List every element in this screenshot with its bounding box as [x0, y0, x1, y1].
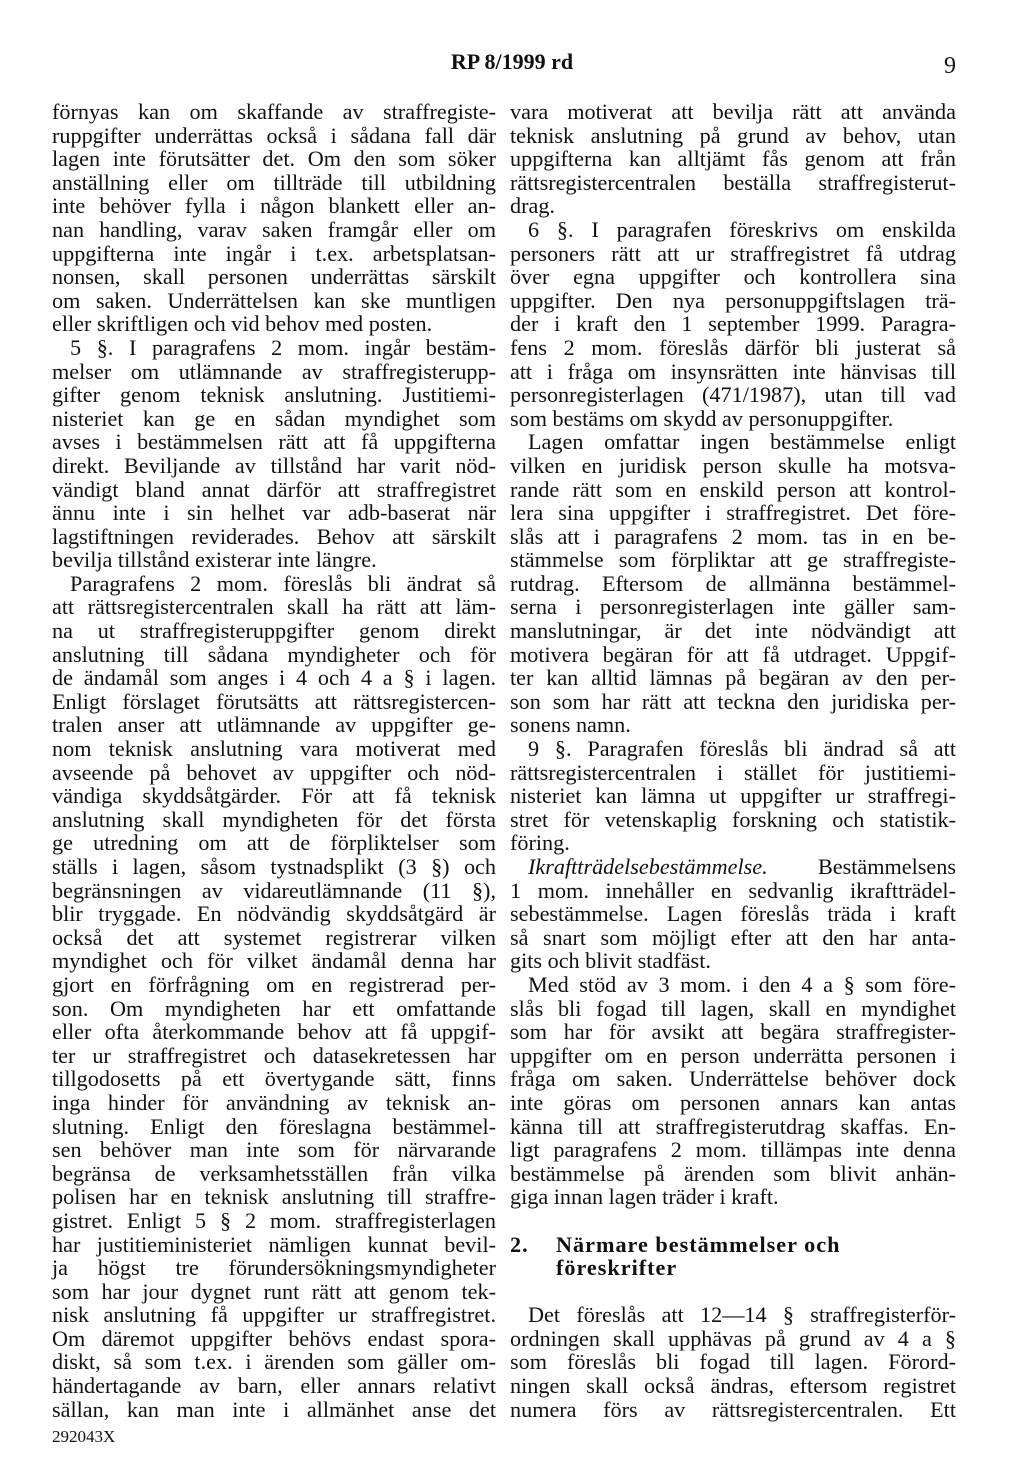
- text-line: nom teknisk anslutning vara motiverat med: [52, 736, 496, 762]
- text-line: stret för vetenskaplig forskning och statistik-: [510, 806, 956, 832]
- text-line: fråga om saken. Underrättelse behöver dock: [510, 1066, 956, 1092]
- text-line: känna till att straffregisterutdrag skaffas. En-: [510, 1113, 956, 1139]
- text-line: också det att systemet registrerar vilken: [52, 924, 496, 950]
- text-line: slås att i paragrafens 2 mom. tas in en be-: [510, 523, 956, 549]
- text-line: manslutningar, är det inte nödvändigt att: [510, 618, 956, 644]
- text-line: Paragrafens 2 mom. föreslås bli ändrat så: [70, 570, 496, 596]
- text-line: har justitieministeriet nämligen kunnat bevil-: [52, 1231, 496, 1257]
- text-line: vilken en juridisk person skulle ha motsva-: [510, 452, 956, 478]
- text-line: ja högst tre förundersökningsmyndigheter: [52, 1255, 496, 1281]
- section-heading-line1: Närmare bestämmelser och: [556, 1231, 841, 1257]
- text-line: anställning eller om tillträde till utbildning: [52, 169, 496, 195]
- text-line: ter kan alltid lämnas på begäran av den per-: [510, 665, 956, 691]
- text-line: slutning. Enligt den föreslagna bestämmel-: [52, 1113, 496, 1139]
- page-header-title: RP 8/1999 rd: [450, 49, 574, 74]
- text-line: [510, 855, 956, 879]
- text-line: avses i bestämmelsen rätt att få uppgifterna: [52, 429, 496, 455]
- text-line: drag.: [510, 193, 555, 219]
- text-line: uppgifter. Den nya personuppgiftslagen trä-: [510, 287, 956, 313]
- text-line: Det föreslås att 12—14 § straffregisterför-: [528, 1302, 956, 1328]
- text-line: 1 mom. innehåller en sedvanlig ikraftträdel-: [510, 877, 956, 903]
- text-line: direkt. Beviljande av tillstånd har varit nöd-: [52, 452, 496, 478]
- text-line: gjort en förfrågning om en registrerad per-: [52, 971, 496, 997]
- text-line: inte behöver fylla i någon blankett eller an-: [52, 193, 496, 219]
- text-line: 5 §. I paragrafens 2 mom. ingår bestäm-: [70, 334, 496, 360]
- italic-lead: Ikraftträdelsebestämmelse.: [528, 854, 768, 879]
- text-line: numera förs av rättsregistercentralen. Ett: [510, 1396, 956, 1422]
- text-line: fens 2 mom. föreslås därför bli justerat så: [510, 334, 956, 360]
- text-line: vara motiverat att bevilja rätt att använda: [510, 99, 956, 124]
- text-line: rättsregistercentralen beställa straffregisterut-: [510, 169, 956, 195]
- text-line: som bestäms om skydd av personuppgifter.: [510, 405, 894, 431]
- text-line: uppgifter om en person underrätta personen i: [510, 1042, 956, 1068]
- text-line: sonens namn.: [510, 712, 631, 738]
- text-line: rättsregistercentralen i stället för justitiemi-: [510, 759, 956, 785]
- text-line: uppgifterna kan alltjämt fås genom att från: [510, 146, 956, 172]
- text-line: begränsa de verksamhetsställen från vilka: [52, 1160, 496, 1186]
- text-line: inte göras om personen annars kan antas: [510, 1089, 956, 1115]
- text-line: vändiga skyddsåtgärder. För att få teknisk: [52, 783, 496, 809]
- text-line: gifter genom teknisk anslutning. Justitiemi-: [52, 382, 496, 408]
- text-line: Enligt förslaget förutsätts att rättsregistercen-: [52, 688, 496, 714]
- right-column: [510, 100, 956, 1421]
- text-line: tralen anser att utlämnande av uppgifter ge-: [52, 712, 496, 738]
- text-line: sebestämmelse. Lagen föreslås träda i kraft: [510, 901, 956, 927]
- text-line: 9 §. Paragrafen föreslås bli ändrad så att: [528, 736, 956, 762]
- text-line: anslutning till sådana myndigheter och för: [52, 641, 496, 667]
- text-line: att i fråga om insynsrätten inte hänvisas till: [510, 358, 956, 384]
- text-line: blir tryggade. En nödvändig skyddsåtgärd är: [52, 901, 496, 927]
- text-line: personers rätt att ur straffregistret få utdrag: [510, 240, 956, 266]
- text-line: uppgifterna inte ingår i t.ex. arbetsplatsan-: [52, 240, 496, 266]
- text-line: teknisk anslutning på grund av behov, utan: [510, 122, 956, 148]
- text-line: avseende på behovet av uppgifter och nöd-: [52, 759, 496, 785]
- text-line: rutdrag. Eftersom de allmänna bestämmel-: [510, 570, 956, 596]
- text-line: eller ofta återkommande behov att få uppgif-: [52, 1019, 496, 1045]
- footer-code: 292043X: [52, 1427, 116, 1446]
- text-line: ordningen skall upphävas på grund av 4 a §: [510, 1325, 956, 1351]
- text-line: ter ur straffregistret och datasekretessen har: [52, 1042, 496, 1068]
- text-line: sen behöver man inte som för närvarande: [52, 1137, 496, 1163]
- text-line: de ändamål som anges i 4 och 4 a § i lagen.: [52, 665, 496, 691]
- spacer: [510, 1280, 956, 1304]
- text-line: ruppgifter underrättas också i sådana fall där: [52, 122, 496, 148]
- left-column: [52, 100, 496, 1421]
- spacer: [510, 1209, 956, 1233]
- text-line: vändigt bland annat därför att straffregistret: [52, 476, 496, 502]
- section-heading: [510, 1233, 956, 1257]
- text-line: anslutning skall myndigheten för det första: [52, 806, 496, 832]
- text-line: na ut straffregisteruppgifter genom direkt: [52, 618, 496, 644]
- text-line: polisen har en teknisk anslutning till straffre-: [52, 1184, 496, 1210]
- text-line: stämmelse som förpliktar att ge straffregiste-: [510, 547, 956, 573]
- text-line: som föreslås bli fogad till lagen. Förord-: [510, 1349, 956, 1375]
- text-fragment: Bestämmelsens: [817, 854, 956, 879]
- text-line: der i kraft den 1 september 1999. Paragra-: [510, 311, 956, 337]
- text-line: nisteriet kan lämna ut uppgifter ur straffregi-: [510, 783, 956, 809]
- text-line: föring.: [510, 830, 570, 856]
- text-line: lera sina uppgifter i straffregistret. Det före-: [510, 500, 956, 526]
- text-line: melser om utlämnande av straffregisterupp-: [52, 358, 496, 384]
- text-line: diskt, så som t.ex. i ärenden som gäller om-: [52, 1349, 496, 1375]
- text-line: lagen inte förutsätter det. Om den som söker: [52, 146, 496, 172]
- text-line: som har jour dygnet runt rätt att genom tek-: [52, 1278, 496, 1304]
- text-line: nisk anslutning få uppgifter ur straffregistret.: [52, 1302, 496, 1328]
- text-line: rande rätt som en enskild person att kontrol-: [510, 476, 956, 502]
- text-line: gistret. Enligt 5 § 2 mom. straffregisterlagen: [52, 1207, 496, 1233]
- text-line: bestämmelse på ärenden som blivit anhän-: [510, 1160, 956, 1186]
- text-line: ge utredning om att de förpliktelser som: [52, 830, 496, 856]
- text-line: ningen skall också ändras, eftersom registret: [510, 1373, 956, 1399]
- text-line: lagstiftningen reviderades. Behov att särskilt: [52, 523, 496, 549]
- text-line: myndighet och för vilket ändamål denna har: [52, 948, 496, 974]
- text-line: som har för avsikt att begära straffregister-: [510, 1019, 956, 1045]
- text-line: motivera begäran för att få utdraget. Uppgif-: [510, 641, 956, 667]
- text-line: över egna uppgifter och kontrollera sina: [510, 264, 956, 290]
- section-heading-line2: föreskrifter: [556, 1255, 678, 1281]
- text-line: händertagande av barn, eller annars relativt: [52, 1373, 496, 1399]
- text-line: personregisterlagen (471/1987), utan till vad: [510, 382, 956, 408]
- text-line: serna i personregisterlagen inte gäller sam-: [510, 594, 956, 620]
- text-line: giga innan lagen träder i kraft.: [510, 1184, 779, 1210]
- text-line: ställs i lagen, såsom tystnadsplikt (3 §) och: [52, 854, 496, 879]
- text-line: tillgodosetts på ett övertygande sätt, finns: [52, 1066, 496, 1092]
- text-line: Om däremot uppgifter behövs endast spora-: [52, 1325, 496, 1351]
- text-line: nisteriet kan ge en sådan myndighet som: [52, 405, 496, 431]
- text-line: inga hinder för användning av teknisk an-: [52, 1089, 496, 1115]
- text-line: bevilja tillstånd existerar inte längre.: [52, 547, 377, 573]
- page-number: 9: [944, 53, 956, 79]
- section-heading-continued: [510, 1256, 956, 1280]
- text-line: ännu inte i sin helhet var adb-baserat när: [52, 500, 496, 526]
- text-line: 6 §. I paragrafen föreskrivs om enskilda: [528, 216, 956, 242]
- text-line: gits och blivit stadfäst.: [510, 948, 711, 974]
- text-line: Med stöd av 3 mom. i den 4 a § som före-: [528, 971, 956, 997]
- text-line: förnyas kan om skaffande av straffregiste-: [52, 99, 496, 124]
- section-heading-number: 2.: [510, 1231, 529, 1257]
- text-line: begränsningen av vidareutlämnande (11 §),: [52, 877, 496, 903]
- text-line: nan handling, varav saken framgår eller om: [52, 216, 496, 242]
- text-line: så snart som möjligt efter att den har anta-: [510, 924, 956, 950]
- text-line: att rättsregistercentralen skall ha rätt att läm-: [52, 594, 496, 620]
- text-line: sällan, kan man inte i allmänhet anse det: [52, 1396, 496, 1422]
- text-line: son. Om myndigheten har ett omfattande: [52, 995, 496, 1021]
- text-line: ligt paragrafens 2 mom. tillämpas inte denna: [510, 1137, 956, 1163]
- text-line: nonsen, skall personen underrättas särskilt: [52, 264, 496, 290]
- text-line: son som har rätt att teckna den juridiska per-: [510, 688, 956, 714]
- text-line: Lagen omfattar ingen bestämmelse enligt: [528, 429, 956, 455]
- text-line: slås bli fogad till lagen, skall en myndighet: [510, 995, 956, 1021]
- text-line: om saken. Underrättelsen kan ske muntligen: [52, 287, 496, 313]
- text-line: eller skriftligen och vid behov med posten.: [52, 311, 433, 337]
